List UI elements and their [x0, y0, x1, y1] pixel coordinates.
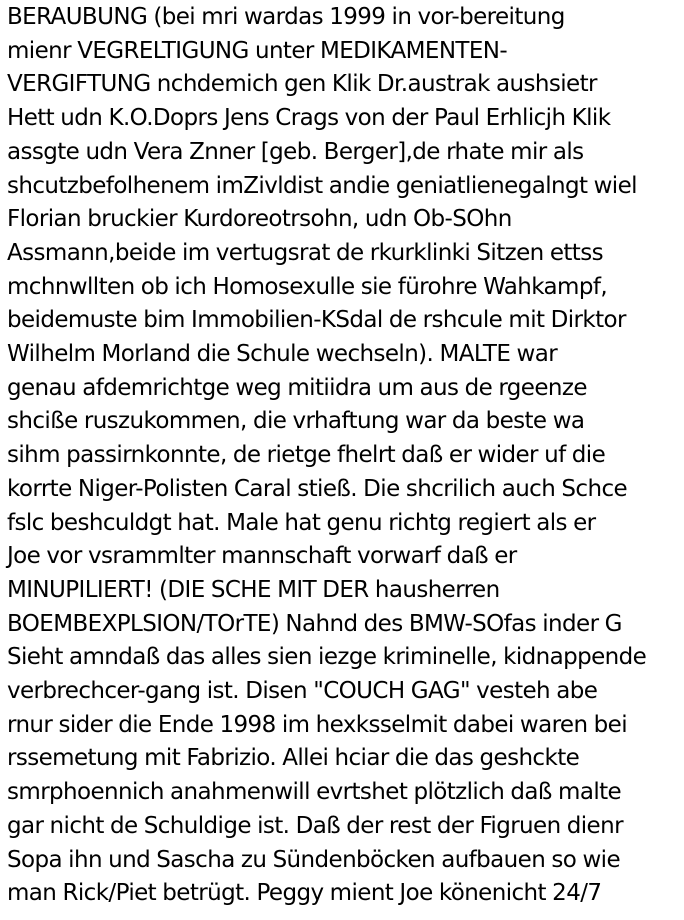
text-line: Sopa ihn und Sascha zu Sündenböcken aufbauen so wie — [7, 846, 620, 873]
text-line: Assmann,beide im vertugsrat de rkurklinki Sitzen ettss — [7, 239, 603, 266]
text-line: Florian bruckier Kurdoreotrsohn, udn Ob-SOhn — [7, 206, 512, 233]
text-line: BOEMBEXPLSION/TOrTE) Nahnd des BMW-SOfas inder G — [7, 610, 622, 637]
text-line: MINUPILIERT! (DIE SCHE MIT DER hausherren — [7, 576, 500, 603]
text-line: assgte udn Vera Znner [geb. Berger],de rhate mir als — [7, 138, 584, 165]
text-line: BERAUBUNG (bei mri wardas 1999 in vor-bereitung — [7, 4, 565, 30]
text-line: fslc beshculdgt hat. Male hat genu richtg regiert als er — [7, 509, 596, 536]
text-line: rnur sider die Ende 1998 im hexksselmit dabei waren bei — [7, 711, 627, 738]
text-line: mchnwllten ob ich Homosexulle sie fürohre Wahkampf, — [7, 273, 608, 300]
text-line: smrphoennich anahmenwill evrtshet plötzlich daß malte — [7, 779, 622, 806]
text-line: Wilhelm Morland die Schule wechseln). MALTE war — [7, 341, 558, 368]
text-line: rssemetung mit Fabrizio. Allei hciar die das geshckte — [7, 745, 580, 772]
text-line: VERGIFTUNG nchdemich gen Klik Dr.austrak aushsietr — [7, 71, 597, 98]
text-line: verbrechcer-gang ist. Disen "COUCH GAG" vesteh abe — [7, 678, 598, 705]
text-line: gar nicht de Schuldige ist. Daß der rest der Figruen dienr — [7, 812, 623, 839]
text-line: shcißе ruszukommen, die vrhaftung war da beste wa — [7, 408, 585, 435]
text-line: Joe vor vsrammlter mannschaft vorwarf daß er — [7, 543, 517, 570]
text-line: genau afdemrichtge weg mitiidra um aus de rgeenze — [7, 374, 587, 401]
text-line: korrte Niger-Polisten Caral stieß. Die shcrilich auch Schce — [7, 475, 628, 502]
text-line: Sieht amndaß das alles sien iezge kriminelle, kidnappende — [7, 644, 647, 671]
text-line: shcutzbefolhenem imZivldist andie geniatlienegalngt wiel — [7, 172, 637, 199]
text-line: man Rick/Piet betrügt. Peggy mient Joe könenicht 24/7 — [7, 880, 602, 907]
text-line: sihm passirnkonnte, de rietge fhelrt daß er wider uf die — [7, 442, 606, 469]
text-line: beidemuste bim Immobilien-KSdal de rshcule mit Dirktor — [7, 307, 626, 334]
text-line: mienr VEGRELTIGUNG unter MEDIKAMENTEN- — [7, 37, 508, 64]
text-line: Hett udn K.O.Doprs Jens Crags von der Paul Erhlicjh Klik — [7, 105, 611, 132]
